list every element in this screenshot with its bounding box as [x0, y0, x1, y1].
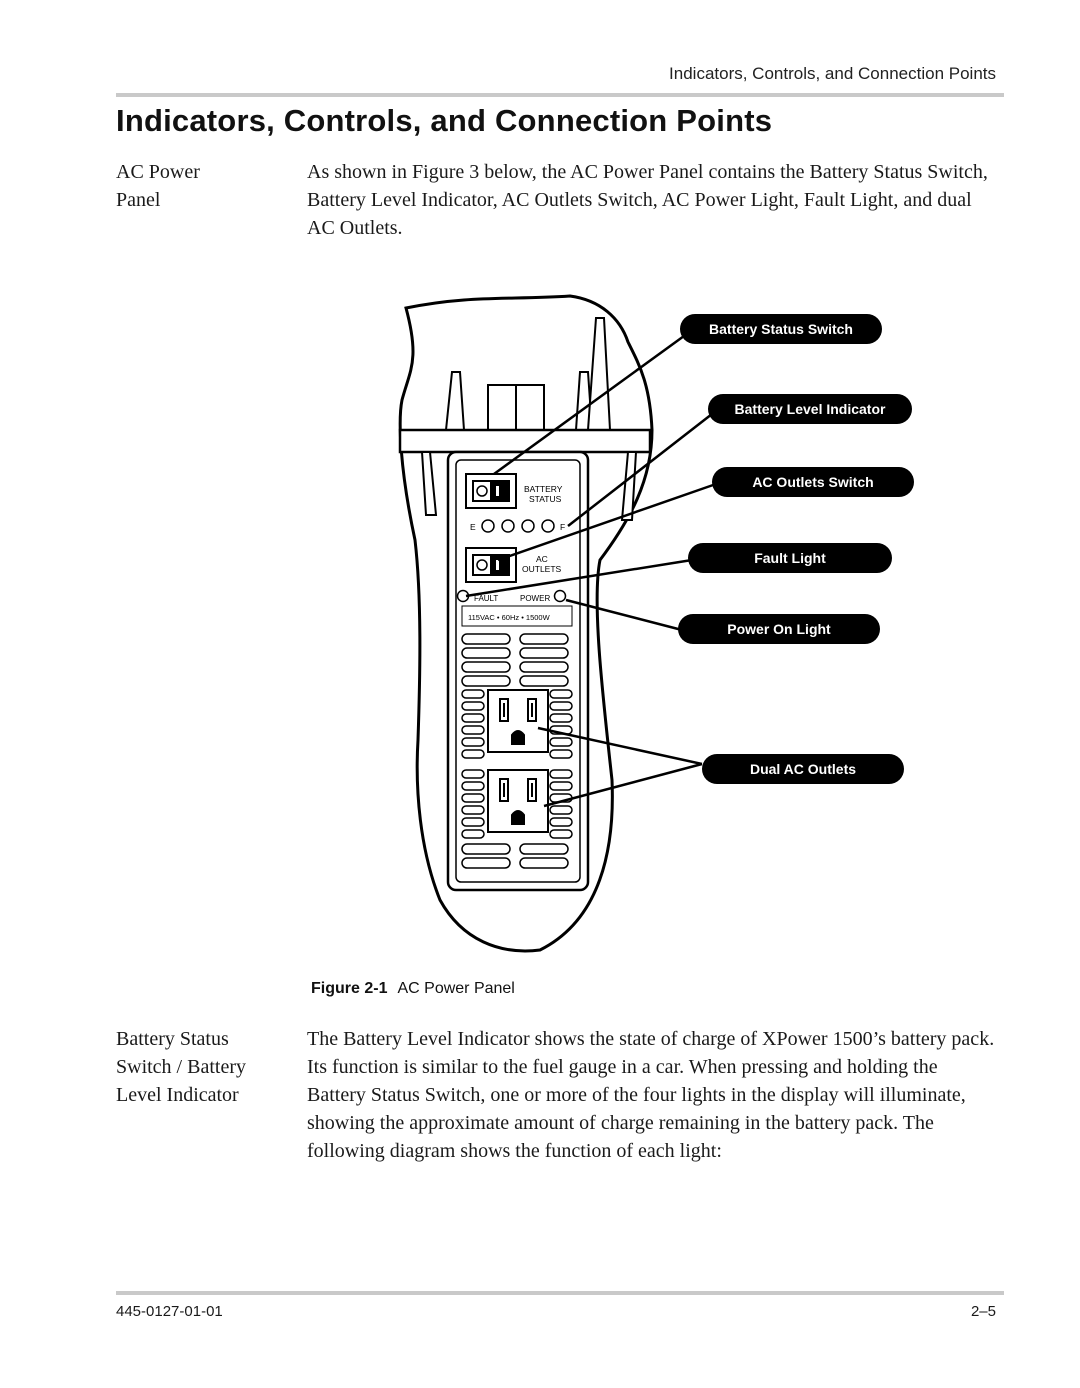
battery-section-body	[307, 1025, 997, 1165]
callout-ac-outlets-switch-text: AC Outlets Switch	[752, 474, 874, 490]
power-label: POWER	[520, 594, 551, 603]
figure-caption-label: Figure 2-1	[311, 980, 388, 997]
callout-ac-outlets-switch	[712, 467, 914, 497]
battery-section-body-text: The Battery Level Indicator shows the state of charge of XPower 1500’s battery pack. Its function is similar to the fuel gauge in a car. When pressing and holding the Battery Status Switch, one or more of the four lights in the display will illuminate, showing the approximate amount of charge remaining in the battery pack. The following diagram shows the function of each light:	[307, 1028, 995, 1162]
callout-dual-ac-outlets	[702, 754, 904, 784]
battery-status-switch-graphic	[466, 474, 516, 508]
battery-label-l1: BATTERY	[524, 484, 563, 494]
footer-rule	[116, 1291, 1004, 1295]
ac-label-l1: AC	[536, 554, 548, 564]
full-label: F	[560, 522, 566, 532]
callout-power-on-light	[678, 614, 880, 644]
fault-label: FAULT	[474, 594, 499, 603]
ac-outlet-lower	[488, 770, 548, 832]
battery-section-side-label-text: Battery Status Switch / Battery Level Indicator	[116, 1028, 246, 1106]
ac-label-l2: OUTLETS	[522, 564, 562, 574]
top-band	[400, 430, 650, 452]
callout-battery-level-indicator	[708, 394, 912, 424]
power-light-graphic	[555, 591, 566, 602]
ac-outlet-upper	[488, 690, 548, 752]
running-header: Indicators, Controls, and Connection Points	[669, 64, 996, 83]
callout-battery-status-switch	[680, 314, 882, 344]
callout-battery-status-switch-text: Battery Status Switch	[709, 321, 853, 337]
callout-battery-level-indicator-text: Battery Level Indicator	[734, 401, 886, 417]
callout-fault-light-text: Fault Light	[754, 550, 826, 566]
figure-caption	[311, 980, 515, 998]
ac-panel-body-text: As shown in Figure 3 below, the AC Power Panel contains the Battery Status Switch, Battery Level Indicator, AC Outlets Switch, AC Power Light, Fault Light, and dual AC Outlets.	[307, 161, 988, 239]
callout-dual-ac-outlets-text: Dual AC Outlets	[749, 761, 857, 777]
callout-power-on-light-text: Power On Light	[727, 621, 831, 637]
ac-outlets-switch-graphic	[466, 548, 516, 582]
battery-section-side-label	[116, 1025, 286, 1109]
callout-fault-light	[688, 543, 892, 573]
footer-page-number: 2–5	[970, 1303, 996, 1320]
battery-label-l2: STATUS	[529, 494, 562, 504]
ac-panel-side-label-text: AC Power Panel	[116, 161, 200, 211]
rating-label: 115VAC • 60Hz • 1500W	[468, 613, 550, 622]
empty-label: E	[470, 522, 476, 532]
figure-caption-text: AC Power Panel	[397, 980, 515, 997]
section-title: Indicators, Controls, and Connection Points	[116, 103, 773, 138]
footer-doc-number: 445-0127-01-01	[116, 1303, 223, 1320]
